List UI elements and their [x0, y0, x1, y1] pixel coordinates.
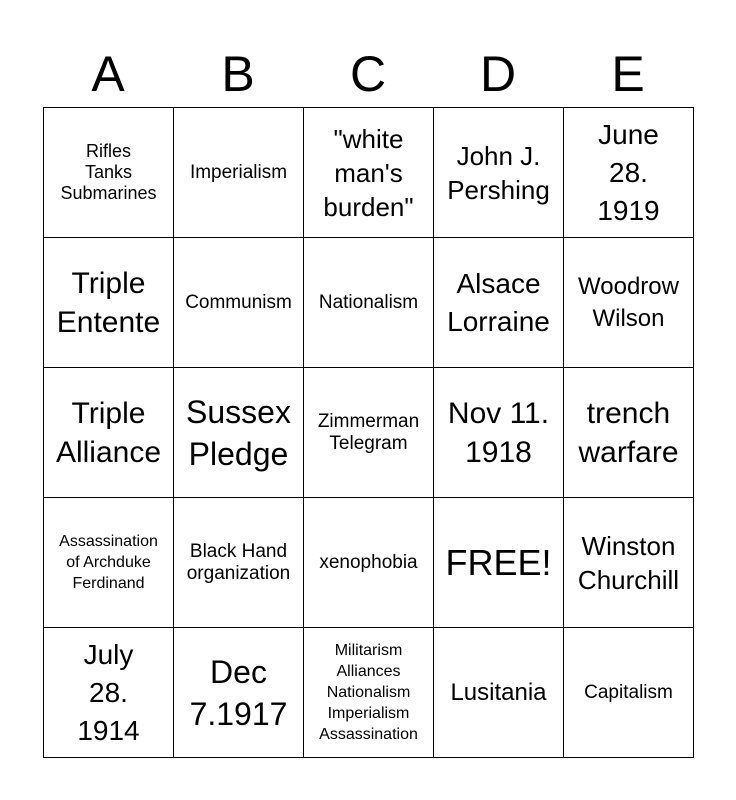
free-space: FREE!	[445, 541, 552, 583]
cell-text: Alsace Lorraine	[447, 267, 550, 337]
cell-text: Dec 7.1917	[189, 653, 288, 732]
cell-b1[interactable]	[174, 108, 304, 238]
cell-b5[interactable]	[174, 628, 304, 758]
cell-c1[interactable]	[304, 108, 434, 238]
cell-a3[interactable]	[44, 368, 174, 498]
cell-e1[interactable]	[564, 108, 694, 238]
cell-e3[interactable]	[564, 368, 694, 498]
cell-b2[interactable]	[174, 238, 304, 368]
cell-text: Capitalism	[584, 681, 673, 703]
cell-text: xenophobia	[319, 551, 418, 573]
cell-text: Militarism Alliances Nationalism Imperialism Assassination	[319, 642, 418, 743]
cell-text: John J. Pershing	[447, 140, 550, 205]
cell-text: Triple Entente	[56, 266, 161, 339]
bingo-board	[43, 107, 694, 758]
cell-text: trench warfare	[578, 396, 679, 469]
cell-c5[interactable]	[304, 628, 434, 758]
cell-text: Rifles Tanks Submarines	[60, 141, 157, 203]
cell-e5[interactable]	[564, 628, 694, 758]
board-row-1	[44, 108, 694, 238]
cell-text: Communism	[185, 291, 292, 313]
header-letter-e: E	[611, 46, 645, 102]
bingo-header	[43, 40, 693, 108]
cell-text: Woodrow Wilson	[578, 272, 679, 332]
cell-a1[interactable]	[44, 108, 174, 238]
cell-text: Sussex Pledge	[186, 393, 291, 472]
cell-d5[interactable]	[434, 628, 564, 758]
cell-e2[interactable]	[564, 238, 694, 368]
cell-text: Lusitania	[450, 678, 547, 706]
cell-e4[interactable]	[564, 498, 694, 628]
cell-text: Triple Alliance	[55, 396, 162, 469]
cell-a4[interactable]	[44, 498, 174, 628]
cell-c2[interactable]	[304, 238, 434, 368]
cell-text: Zimmerman Telegram	[317, 410, 420, 454]
cell-c4[interactable]	[304, 498, 434, 628]
cell-text: "white man's burden"	[323, 123, 414, 222]
cell-text: Imperialism	[189, 161, 288, 183]
board-row-3	[44, 368, 694, 498]
cell-text: Nov 11. 1918	[447, 396, 550, 469]
cell-d4[interactable]	[434, 498, 564, 628]
cell-d2[interactable]	[434, 238, 564, 368]
cell-c3[interactable]	[304, 368, 434, 498]
cell-text: Black Hand organization	[186, 540, 291, 584]
cell-a2[interactable]	[44, 238, 174, 368]
header-letter-a: A	[91, 46, 125, 102]
cell-text: Winston Churchill	[577, 530, 680, 595]
cell-d3[interactable]	[434, 368, 564, 498]
cell-text: Nationalism	[318, 291, 419, 313]
cell-a5[interactable]	[44, 628, 174, 758]
cell-text: Assassination of Archduke Ferdinand	[59, 533, 158, 592]
cell-b3[interactable]	[174, 368, 304, 498]
board-row-2	[44, 238, 694, 368]
cell-d1[interactable]	[434, 108, 564, 238]
board-row-5	[44, 628, 694, 758]
cell-text: June 28. 1919	[597, 118, 660, 226]
header-letter-c: C	[349, 46, 387, 102]
header-letter-d: D	[479, 46, 517, 102]
board-row-4	[44, 498, 694, 628]
cell-b4[interactable]	[174, 498, 304, 628]
cell-text: July 28. 1914	[77, 638, 140, 746]
header-letter-b: B	[221, 46, 255, 102]
